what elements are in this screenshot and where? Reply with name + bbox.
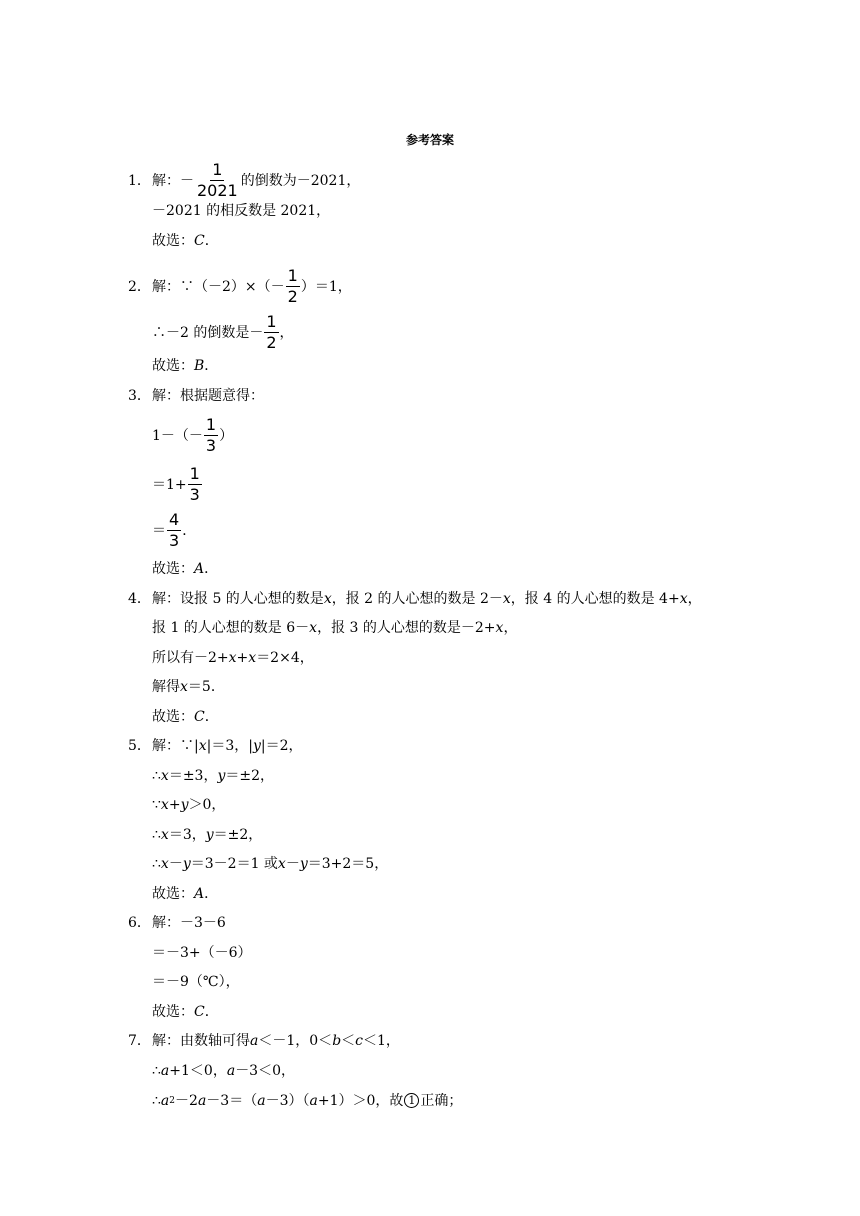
q6-line-2: ＝－3+（－6）: [152, 945, 252, 961]
fraction: $\frac{1}{2}$: [266, 312, 277, 352]
q2-line-2: ∴－2 的倒数是－ $\frac{1}{2}$ ，: [152, 312, 294, 352]
q4-answer: 故选： C ．: [152, 709, 219, 725]
q3-line-4: ＝ $\frac{4}{3}$ ．: [152, 510, 197, 550]
q1-line-2: －2021 的相反数是 2021，: [152, 203, 331, 219]
q2-line-1: 2． 解：∵（－2）×（－ $\frac{1}{2}$ ）＝1，: [128, 266, 352, 306]
fraction: $\frac{1}{3}$: [189, 464, 200, 504]
q6-line-1: 6． 解：－3－6: [128, 915, 226, 931]
q7-line-1: 7． 解：由数轴可得 a ＜－1，0＜ b ＜ c ＜1，: [128, 1033, 400, 1049]
q3-line-2: 1－（－ $\frac{1}{3}$ ）: [152, 415, 234, 455]
q4-line-3: 所以有－2+ x + x ＝2×4，: [152, 650, 314, 666]
q7-line-3: ∴ a 2 －2 a －3＝（ a －3）（ a +1）＞0，故 1 正确；: [152, 1092, 463, 1109]
q3-line-1: 3． 解：根据题意得：: [128, 388, 264, 404]
fraction: $\frac{1}{2}$: [287, 266, 298, 306]
q3-answer: 故选： A ．: [152, 561, 219, 577]
q4-line-4: 解得 x ＝5．: [152, 679, 225, 695]
q5-line-5: ∴ x － y ＝3－2＝1 或 x － y ＝3+2＝5，: [152, 856, 389, 872]
q4-line-2: 报 1 的人心想的数是 6－ x ，报 3 的人心想的数是－2+ x ，: [152, 620, 518, 636]
q5-line-2: ∴ x ＝±3， y ＝±2，: [152, 768, 275, 784]
page-title: 参考答案: [405, 133, 454, 147]
q7-line-2: ∴ a +1＜0， a －3＜0，: [152, 1063, 296, 1079]
fraction: $\frac{1}{3}$: [205, 415, 217, 455]
q6-answer: 故选： C ．: [152, 1004, 219, 1020]
q1-answer: 故选： C ．: [152, 233, 219, 249]
q5-line-4: ∴ x ＝3， y ＝±2，: [152, 827, 263, 843]
q1-line-1: 1． 解：－ $\frac{1}{2021}$ 的倒数为－2021，: [128, 160, 361, 200]
fraction: $\frac{1}{2021}$: [197, 160, 238, 200]
circled-number-icon: 1: [404, 1093, 419, 1108]
q6-line-3: ＝－9（℃），: [152, 974, 240, 990]
q5-line-1: 5． 解：∵| x |＝3，| y |＝2，: [128, 738, 303, 754]
q5-answer: 故选： A ．: [152, 886, 219, 902]
q3-line-3: ＝1+ $\frac{1}{3}$: [152, 464, 200, 504]
q4-line-1: 4． 解：设报 5 的人心想的数是 x ，报 2 的人心想的数是 2－ x ，报 4 的人心想的数是 4+ x ，: [128, 591, 702, 607]
q2-answer: 故选： B ．: [152, 358, 219, 374]
fraction: $\frac{4}{3}$: [169, 510, 180, 550]
q5-line-3: ∵ x + y ＞0，: [152, 797, 226, 813]
